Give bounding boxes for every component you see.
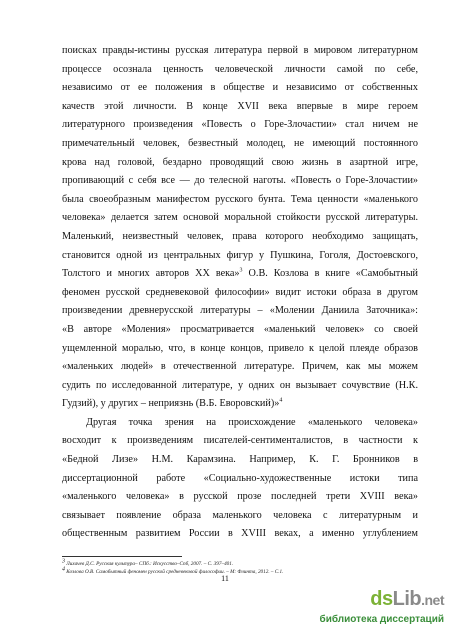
logo-ds: ds	[370, 588, 393, 610]
text-line: процессе осознала ценность человеческой личности самой по себе,	[62, 63, 418, 75]
text-line: крова над головой, бездарно проводящий свою жизнь в азартной игре,	[62, 156, 418, 168]
text-line: Маленький, неизвестный человек, права которого необходимо защищать,	[62, 230, 418, 242]
text-line: судить по исследованной литературе, у одних он вызывает сочувствие (Н.К.	[62, 379, 418, 391]
text-line: качеств этой личности. В конце XVII века впервые в мире героем	[62, 100, 418, 112]
page-number: 11	[221, 574, 229, 583]
paragraph-start-line: Другая точка зрения на происхождение «маленького человека»	[86, 416, 418, 428]
footnote-number: 3	[62, 558, 65, 565]
text-line: пропивающий с себя все — до телесной наготы. «Повесть о Горе-Злочастии»	[62, 175, 418, 187]
logo-lib: Lib	[392, 588, 422, 610]
text-line: феномен русской средневековой философии» видит истоки образа в другом	[62, 286, 418, 298]
text-line: общественным развитием России в XVIII веках, а именно углублением	[62, 528, 418, 540]
text-segment: Толстого и многих авторов XX века»	[62, 268, 240, 280]
text-line: диссертационной работе «Социально-художественные истоки типа	[62, 472, 418, 484]
dslib-logo-icon	[370, 588, 444, 611]
footnote-ref-4[interactable]: 4	[279, 397, 283, 404]
text-line: литературного произведения «Повесть о Горе-Злочастии» стал ничем не	[62, 119, 418, 131]
footnote-text: Лихачев Д.С. Русская культура– СПб.: Искусство–Спб, 2007. – С. 397–401.	[66, 561, 234, 567]
text-line	[62, 265, 418, 284]
footnote-divider	[62, 556, 182, 557]
footnote-number: 4	[62, 566, 65, 573]
footnote-ref-3[interactable]: 3	[239, 267, 243, 274]
dslib-watermark[interactable]	[284, 588, 444, 628]
text-line: восходит к произведениям писателей-сентименталистов, в частности к	[62, 435, 418, 447]
footnote-text: Козлова О.В. Самобытный феномен русской средневековой философии. – М: Флинта, 2012. – С.1.	[66, 569, 284, 575]
text-line: связывает появление образа маленького человека с литературным и	[62, 509, 418, 521]
text-line	[62, 395, 418, 414]
watermark-tagline: библиотека диссертаций	[319, 614, 444, 625]
text-segment: О.В. Козлова в книге «Самобытный	[242, 268, 418, 280]
text-line: независимо от ее положения в обществе и независимо от собственных	[62, 82, 418, 94]
text-line: «Бедной Лизе» Н.М. Карамзина. Например, К. Г. Бронников в	[62, 454, 418, 466]
text-line: произведении древнерусской литературы – «Молении Даниила Заточника»:	[62, 305, 418, 317]
text-line: была своеобразным манифестом русского бунта. Тема ценности «маленького	[62, 193, 418, 205]
body-text	[62, 42, 418, 544]
text-line: поисках правды-истины русская литература первой в мировом литературном	[62, 45, 418, 56]
footnote-3	[62, 560, 422, 568]
text-line: примечательный человек, безвестный молодец, не имеющий постоянного	[62, 137, 418, 149]
text-line: ущемленной моралью, что, в конце концов, привело к целой плеяде образов	[62, 342, 418, 354]
text-line: человека» делается затем основой моральной стойкости русской литературы.	[62, 212, 418, 224]
text-segment: Гудзий), у других – неприязнь (В.Б. Еворовский)»	[62, 398, 280, 410]
text-line: «маленького человека» в русской прозе последней трети XVIII века»	[62, 491, 418, 503]
text-line: «В авторе «Моления» просматривается «маленький человек» со своей	[62, 323, 418, 335]
text-line: «маленьких людей» в отечественной литературе. Причем, как мы можем	[62, 361, 418, 373]
logo-net: .net	[421, 592, 444, 608]
text-line: становится одной из центральных фигур у Пушкина, Гоголя, Достоевского,	[62, 249, 418, 261]
